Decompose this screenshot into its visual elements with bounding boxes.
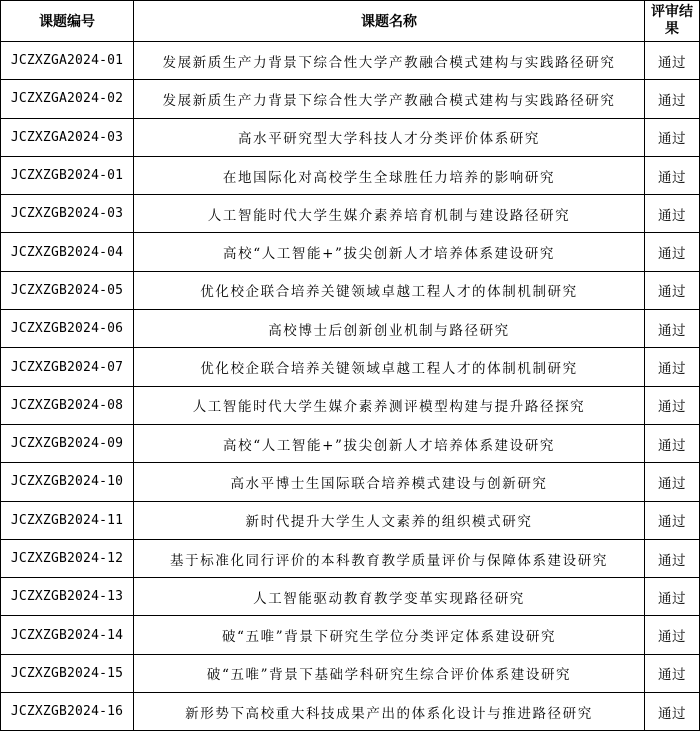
project-code-cell: JCZXZGB2024-11 — [1, 501, 134, 539]
review-result-cell: 通过 — [645, 501, 700, 539]
table-body — [1, 42, 700, 731]
project-code-cell: JCZXZGB2024-13 — [1, 578, 134, 616]
project-code-cell: JCZXZGA2024-02 — [1, 80, 134, 118]
project-name-cell: 发展新质生产力背景下综合性大学产教融合模式建构与实践路径研究 — [134, 42, 645, 80]
project-name-cell: 新时代提升大学生人文素养的组织模式研究 — [134, 501, 645, 539]
project-name-cell: 破“五唯”背景下研究生学位分类评定体系建设研究 — [134, 616, 645, 654]
project-code-cell: JCZXZGB2024-05 — [1, 271, 134, 309]
review-result-cell: 通过 — [645, 654, 700, 692]
table-row — [1, 156, 700, 194]
review-result-cell: 通过 — [645, 42, 700, 80]
project-code-cell: JCZXZGB2024-06 — [1, 310, 134, 348]
table-row — [1, 578, 700, 616]
project-name-cell: 优化校企联合培养关键领域卓越工程人才的体制机制研究 — [134, 348, 645, 386]
review-result-cell: 通过 — [645, 156, 700, 194]
project-name-cell: 破“五唯”背景下基础学科研究生综合评价体系建设研究 — [134, 654, 645, 692]
project-name-cell: 高校“人工智能+”拔尖创新人才培养体系建设研究 — [134, 233, 645, 271]
table-row — [1, 118, 700, 156]
review-result-cell: 通过 — [645, 578, 700, 616]
review-result-cell: 通过 — [645, 539, 700, 577]
review-result-cell: 通过 — [645, 310, 700, 348]
project-name-cell: 高校博士后创新创业机制与路径研究 — [134, 310, 645, 348]
table-row — [1, 424, 700, 462]
review-result-cell: 通过 — [645, 616, 700, 654]
review-result-cell: 通过 — [645, 348, 700, 386]
table-row — [1, 80, 700, 118]
project-code-cell: JCZXZGB2024-12 — [1, 539, 134, 577]
review-result-cell: 通过 — [645, 195, 700, 233]
project-name-cell: 基于标准化同行评价的本科教育教学质量评价与保障体系建设研究 — [134, 539, 645, 577]
project-code-cell: JCZXZGB2024-04 — [1, 233, 134, 271]
project-name-cell: 在地国际化对高校学生全球胜任力培养的影响研究 — [134, 156, 645, 194]
header-code: 课题编号 — [1, 1, 134, 42]
review-result-cell: 通过 — [645, 80, 700, 118]
project-name-cell: 优化校企联合培养关键领域卓越工程人才的体制机制研究 — [134, 271, 645, 309]
header-name: 课题名称 — [134, 1, 645, 42]
header-row — [1, 1, 700, 42]
project-code-cell: JCZXZGB2024-10 — [1, 463, 134, 501]
project-code-cell: JCZXZGB2024-03 — [1, 195, 134, 233]
review-result-cell: 通过 — [645, 424, 700, 462]
review-result-cell: 通过 — [645, 386, 700, 424]
table-row — [1, 693, 700, 731]
project-code-cell: JCZXZGB2024-09 — [1, 424, 134, 462]
project-name-cell: 发展新质生产力背景下综合性大学产教融合模式建构与实践路径研究 — [134, 80, 645, 118]
table-row — [1, 42, 700, 80]
review-result-cell: 通过 — [645, 233, 700, 271]
table-row — [1, 310, 700, 348]
review-result-cell: 通过 — [645, 463, 700, 501]
project-code-cell: JCZXZGA2024-01 — [1, 42, 134, 80]
table-row — [1, 539, 700, 577]
table-row — [1, 501, 700, 539]
project-name-cell: 高水平研究型大学科技人才分类评价体系研究 — [134, 118, 645, 156]
review-result-cell: 通过 — [645, 693, 700, 731]
project-name-cell: 高校“人工智能+”拔尖创新人才培养体系建设研究 — [134, 424, 645, 462]
table-row — [1, 654, 700, 692]
project-name-cell: 人工智能驱动教育教学变革实现路径研究 — [134, 578, 645, 616]
table-row — [1, 271, 700, 309]
project-name-cell: 人工智能时代大学生媒介素养测评模型构建与提升路径探究 — [134, 386, 645, 424]
review-result-cell: 通过 — [645, 271, 700, 309]
table-row — [1, 616, 700, 654]
table-row — [1, 386, 700, 424]
table-row — [1, 233, 700, 271]
project-code-cell: JCZXZGB2024-07 — [1, 348, 134, 386]
project-code-cell: JCZXZGB2024-16 — [1, 693, 134, 731]
table-row — [1, 348, 700, 386]
project-code-cell: JCZXZGB2024-15 — [1, 654, 134, 692]
table-row — [1, 463, 700, 501]
project-code-cell: JCZXZGB2024-08 — [1, 386, 134, 424]
header-result: 评审结果 — [645, 1, 700, 42]
project-name-cell: 新形势下高校重大科技成果产出的体系化设计与推进路径研究 — [134, 693, 645, 731]
project-name-cell: 人工智能时代大学生媒介素养培育机制与建设路径研究 — [134, 195, 645, 233]
table-row — [1, 195, 700, 233]
project-code-cell: JCZXZGB2024-01 — [1, 156, 134, 194]
project-name-cell: 高水平博士生国际联合培养模式建设与创新研究 — [134, 463, 645, 501]
project-code-cell: JCZXZGB2024-14 — [1, 616, 134, 654]
project-code-cell: JCZXZGA2024-03 — [1, 118, 134, 156]
review-result-cell: 通过 — [645, 118, 700, 156]
